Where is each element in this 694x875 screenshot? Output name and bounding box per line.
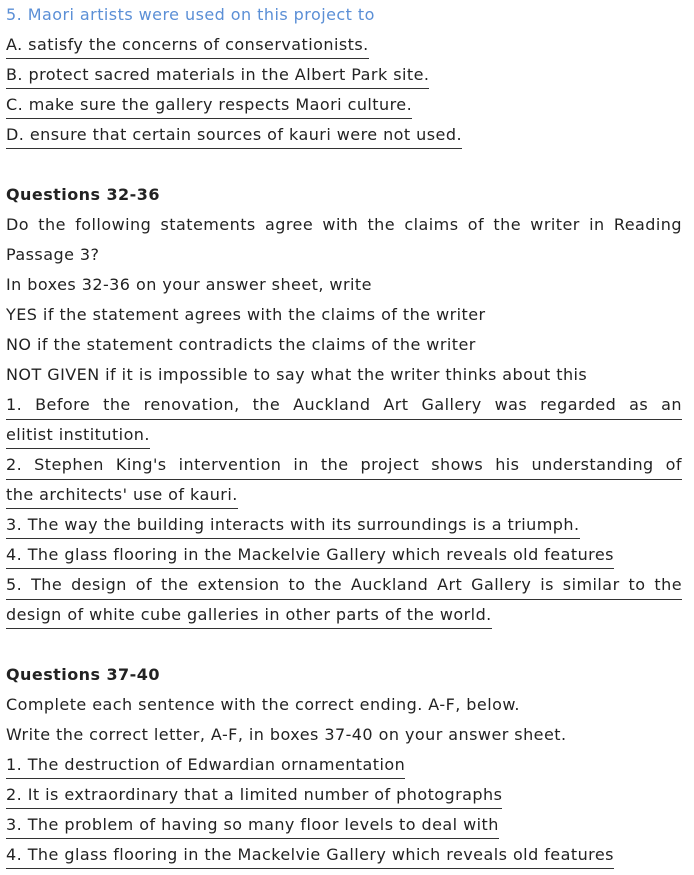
yes-instruction: YES if the statement agrees with the claims of the writer: [6, 305, 486, 324]
option-c[interactable]: [6, 90, 682, 120]
option-c-text: C. make sure the gallery respects Maori culture.: [6, 95, 412, 119]
instruction-line-2: Passage 3?: [6, 245, 100, 264]
question-stem: 5. Maori artists were used on this project to: [6, 5, 375, 24]
spacer: [6, 150, 682, 180]
statement-5-text-1: 5. The design of the extension to the Auckland Art Gallery is similar to the: [6, 575, 682, 594]
sentence-item-2-text: 2. It is extraordinary that a limited number of photographs: [6, 785, 502, 809]
statement-2-text-1: 2. Stephen King's intervention in the project shows his understanding of: [6, 455, 682, 474]
statement-5-line-2[interactable]: [6, 600, 682, 630]
statement-5-text-2: design of white cube galleries in other parts of the world.: [6, 605, 492, 629]
sentence-item-2[interactable]: [6, 780, 682, 810]
option-b[interactable]: [6, 60, 682, 90]
not-given-instruction: NOT GIVEN if it is impossible to say what the writer thinks about this: [6, 365, 588, 384]
sentence-item-4-text: 4. The glass flooring in the Mackelvie Gallery which reveals old features: [6, 845, 614, 869]
sentence-item-1[interactable]: [6, 750, 682, 780]
statement-4-text: 4. The glass flooring in the Mackelvie Gallery which reveals old features: [6, 545, 614, 569]
statement-1-text-1: 1. Before the renovation, the Auckland Art Gallery was regarded as an: [6, 395, 682, 414]
statement-4[interactable]: [6, 540, 682, 570]
instruction-line-1b: Complete each sentence with the correct ending. A-F, below.: [6, 695, 520, 714]
statement-2-line-1[interactable]: [6, 450, 682, 480]
sentence-item-1-text: 1. The destruction of Edwardian ornamentation: [6, 755, 405, 779]
instruction-line-3: In boxes 32-36 on your answer sheet, write: [6, 275, 372, 294]
statement-3-text: 3. The way the building interacts with its surroundings is a triumph.: [6, 515, 580, 539]
option-a[interactable]: [6, 30, 682, 60]
instruction-line-1: Do the following statements agree with the claims of the writer in Reading: [6, 215, 682, 234]
statement-1-text-2: elitist institution.: [6, 425, 150, 449]
statement-3[interactable]: [6, 510, 682, 540]
no-instruction: NO if the statement contradicts the claims of the writer: [6, 335, 476, 354]
section-heading-32-36: Questions 32-36: [6, 185, 160, 204]
statement-2-text-2: the architects' use of kauri.: [6, 485, 238, 509]
instruction-line-2b: Write the correct letter, A-F, in boxes 37-40 on your answer sheet.: [6, 725, 567, 744]
section-heading-37-40: Questions 37-40: [6, 665, 160, 684]
sentence-item-3-text: 3. The problem of having so many floor levels to deal with: [6, 815, 499, 839]
statement-1-line-2[interactable]: [6, 420, 682, 450]
option-b-text: B. protect sacred materials in the Albert Park site.: [6, 65, 429, 89]
option-d-text: D. ensure that certain sources of kauri were not used.: [6, 125, 462, 149]
statement-1-line-1[interactable]: [6, 390, 682, 420]
sentence-item-4[interactable]: [6, 840, 682, 870]
reading-questions-page: [6, 0, 682, 870]
option-d[interactable]: [6, 120, 682, 150]
sentence-item-3[interactable]: [6, 810, 682, 840]
spacer: [6, 630, 682, 660]
statement-5-line-1[interactable]: [6, 570, 682, 600]
option-a-text: A. satisfy the concerns of conservationists.: [6, 35, 369, 59]
statement-2-line-2[interactable]: [6, 480, 682, 510]
